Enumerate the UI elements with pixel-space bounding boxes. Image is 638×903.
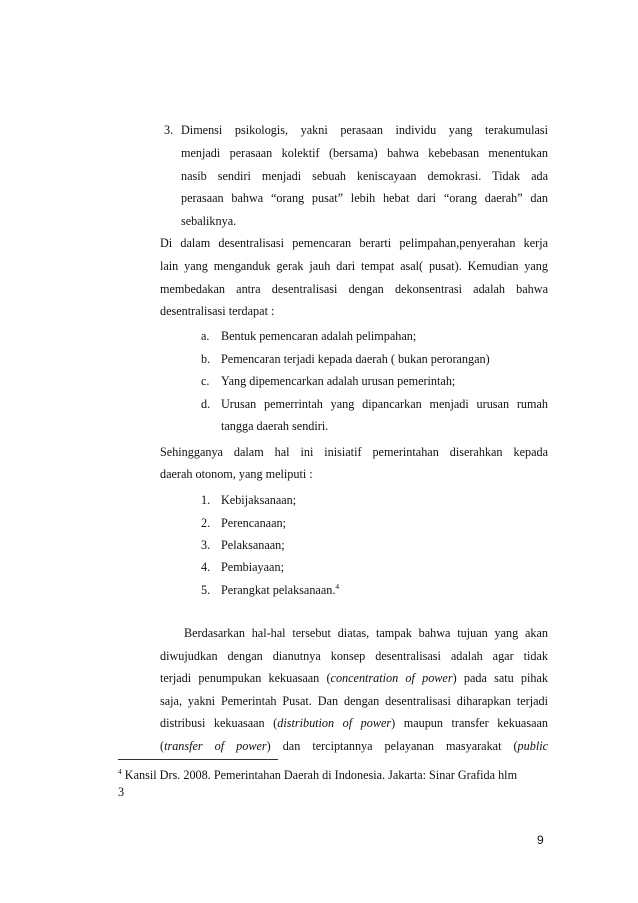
para3-line-6-b: ) dan terciptannya pelayanan masyarakat (: [266, 739, 518, 753]
para3-line-6-italic: transfer of power: [164, 739, 267, 753]
item3-line-3: nasib sendiri menjadi sebuah keniscayaan demokrasi. Tidak ada: [181, 169, 548, 183]
alpha-marker-d: d.: [201, 397, 211, 411]
alpha-marker-a: a.: [201, 329, 210, 343]
alpha-item-b: Pemencaran terjadi kepada daerah ( bukan perorangan): [221, 352, 490, 366]
para3-line-4: saja, yakni Pemerintah Pusat. Dan dengan desentralisasi diharapkan terjadi: [160, 694, 548, 708]
item3-line-1: Dimensi psikologis, yakni perasaan individu yang terakumulasi: [181, 123, 548, 137]
num-marker-4: 4.: [201, 560, 211, 574]
num-item-5: [221, 582, 339, 598]
para1-line-3: membedakan antra desentralisasi dengan dekonsentrasi adalah bahwa: [160, 282, 548, 296]
num-item-5-text: Perangkat pelaksanaan.: [221, 583, 336, 597]
alpha-item-c: Yang dipemencarkan adalah urusan pemerintah;: [221, 374, 456, 388]
page-number: 9: [537, 833, 544, 847]
para1-line-1: Di dalam desentralisasi pemencaran berarti pelimpahan,penyerahan kerja: [160, 236, 548, 250]
para3-line-3-italic: concentration of power: [330, 671, 453, 685]
para3-line-6-italic-2: public: [517, 739, 548, 753]
alpha-marker-b: b.: [201, 352, 211, 366]
para3-line-1: Berdasarkan hal-hal tersebut diatas, tampak bahwa tujuan yang akan: [184, 626, 548, 640]
num-marker-1: 1.: [201, 493, 211, 507]
num-marker-5: 5.: [201, 583, 211, 597]
item3-line-2: menjadi perasaan kolektif (bersama) bahwa kebebasan menentukan: [181, 146, 548, 160]
num-item-1: Kebijaksanaan;: [221, 493, 297, 507]
num-item-3: Pelaksanaan;: [221, 538, 285, 552]
footnote-line-2: 3: [118, 785, 125, 799]
alpha-item-a: Bentuk pemencaran adalah pelimpahan;: [221, 329, 417, 343]
para1-line-2: lain yang menganduk gerak jauh dari tempat asal( pusat). Kemudian yang: [160, 259, 548, 273]
num-marker-2: 2.: [201, 516, 211, 530]
para3-line-3-a: terjadi penumpukan kekuasaan (: [160, 671, 331, 685]
para2-line-1: Sehingganya dalam hal ini inisiatif pemerintahan diserahkan kepada: [160, 445, 548, 459]
para3-line-3: [160, 670, 548, 686]
item3-number: 3.: [164, 123, 174, 137]
num-item-4: Pembiayaan;: [221, 560, 284, 574]
para3-line-5: [160, 715, 548, 731]
footnote-line-1: [118, 767, 548, 783]
footnote-divider: [118, 759, 278, 760]
footnote-marker: 4: [118, 767, 122, 776]
item3-line-5: sebaliknya.: [181, 214, 237, 228]
para3-line-6-a: (: [160, 739, 165, 753]
num-marker-3: 3.: [201, 538, 211, 552]
alpha-item-d-line-1: Urusan pemerrintah yang dipancarkan menjadi urusan rumah: [221, 397, 548, 411]
para3-line-5-a: distribusi kekuasaan (: [160, 716, 278, 730]
footnote-text: Kansil Drs. 2008. Pemerintahan Daerah di Indonesia. Jakarta: Sinar Grafida hlm: [121, 768, 518, 782]
alpha-item-d-line-2: tangga daerah sendiri.: [221, 419, 329, 433]
para3-line-5-b: ) maupun transfer kekuasaan: [391, 716, 548, 730]
para3-line-2: diwujudkan dengan dianutnya konsep desentralisasi adalah agar tidak: [160, 649, 548, 663]
item3-line-4: perasaan bahwa “orang pusat” lebih hebat dari “orang daerah” dan: [181, 191, 548, 205]
footnote-reference[interactable]: 4: [335, 582, 340, 591]
para2-line-2: daerah otonom, yang meliputi :: [160, 467, 313, 481]
para3-line-5-italic: distribution of power: [277, 716, 392, 730]
num-item-2: Perencanaan;: [221, 516, 286, 530]
alpha-marker-c: c.: [201, 374, 210, 388]
para3-line-3-b: ) pada satu pihak: [452, 671, 548, 685]
para1-line-4: desentralisasi terdapat :: [160, 304, 275, 318]
para3-line-6: [160, 738, 548, 754]
